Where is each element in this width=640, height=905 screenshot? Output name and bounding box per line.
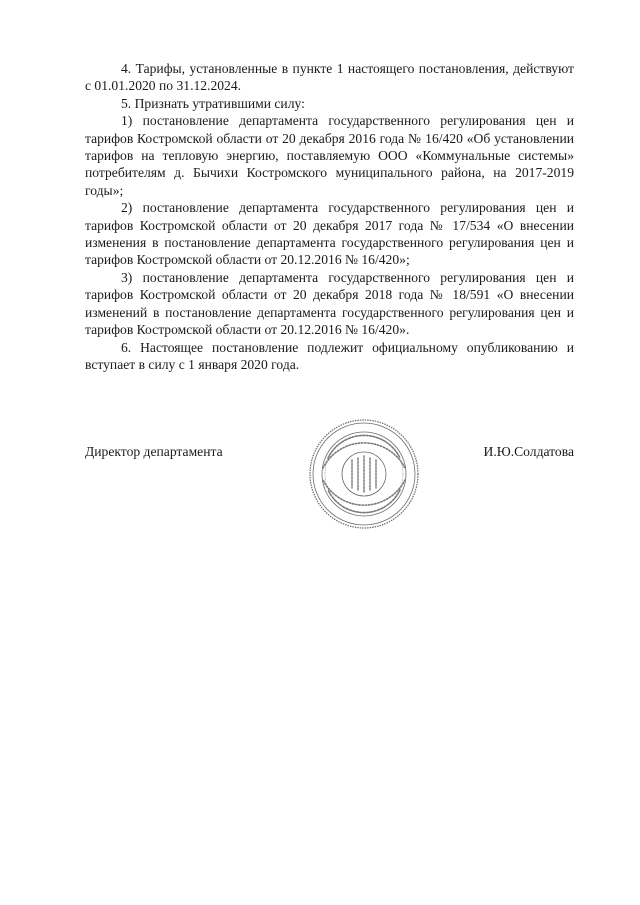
paragraph-revoke-heading: 5. Признать утратившими силу: <box>121 95 305 111</box>
paragraph-revoke-item-2: 2) постановление департамента государственного регулирования цен и тарифов Костромской области от 20 декабря 2017 года № 17/534 «О внесении изменения в постановление департамента государственного регулирования цен и тарифов Костромской области от 20.12.2016 № 16/420»; <box>85 200 574 268</box>
paragraph-revoke-item-3: 3) постановление департамента государственного регулирования цен и тарифов Костромской области от 20 декабря 2018 года № 18/591 «О внесении изменений в постановление департамента государственного регулирования цен и тарифов Костромской области от 20.12.2016 № 16/420». <box>85 269 574 338</box>
paragraph-effective-date: 6. Настоящее постановление подлежит официальному опубликованию и вступает в силу с 1 января 2020 года. <box>85 339 574 372</box>
signatory-position: Директор департамента <box>85 444 223 459</box>
signatory-name: И.Ю.Солдатова <box>483 444 574 459</box>
paragraph-revoke-item-1: 1) постановление департамента государственного регулирования цен и тарифов Костромской области от 20 декабря 2016 года № 16/420 «Об установлении тарифов на тепловую энергию, поставляемую ООО «Коммунальные системы» потребителям д. Бычихи Костромского муниципального района, на 2017-2019 годы»; <box>85 113 574 198</box>
official-seal-icon <box>308 418 420 530</box>
document-body <box>85 60 574 373</box>
paragraph-tariff-validity: 4. Тарифы, установленные в пункте 1 настоящего постановления, действуют с 01.01.2020 по 31.12.2024. <box>85 61 574 94</box>
